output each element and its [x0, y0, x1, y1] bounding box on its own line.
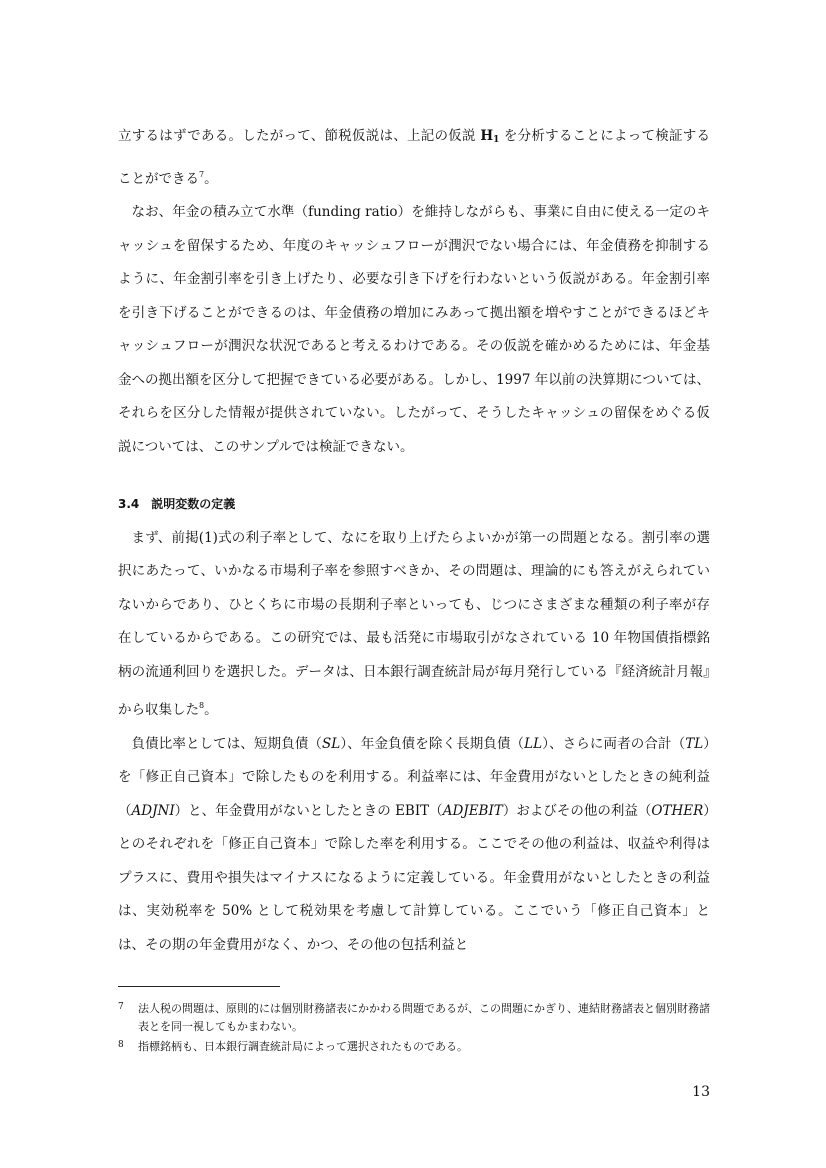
variable-tl: TL	[685, 735, 704, 752]
footnote-text: 法人税の問題は、原則的には個別財務諸表にかかわる問題であるが、この問題にかぎり、連結財務諸表と個別財務諸表とを同一視してもかまわない。	[138, 1002, 710, 1033]
paragraph-text: 立するはずである。したがって、節税仮説は、上記の仮説	[118, 128, 481, 144]
variable-adjni: ADJNI	[131, 802, 175, 819]
variable-adjebit: ADJEBIT	[442, 802, 503, 819]
footnotes	[118, 998, 710, 1056]
footnote-text: 指標銘柄も、日本銀行調査統計局によって選択されたものである。	[138, 1040, 468, 1053]
section-heading: 3.4 説明変数の定義	[118, 497, 236, 511]
footnote-ref-8[interactable]: 8	[199, 701, 205, 710]
footnote-7	[118, 998, 710, 1036]
page-number: 13	[692, 1084, 710, 1100]
footnote-mark: 7	[118, 1002, 124, 1012]
variable-ll: LL	[524, 735, 543, 752]
footnote-8	[118, 1036, 710, 1056]
paragraph-3: まず、前掲(1)式の利子率として、なにを取り上げたらよいかが第一の問題となる。割引率の選択にあたって、いかなる市場利子率を参照すべきか、その問題は、理論的にも答えがえられていないからであり、ひとくちに市場の長期利子率といっても、じつにさまざまな種類の利子率が存在しているからである。この研究では、最も活発に市場取引がなされている 10 年物国債指標銘柄の流通利回りを選択した。データは、日本銀行調査統計局が毎月発行している『経済統計月報』から収集した$^8$。	[118, 529, 710, 718]
variable-other: OTHER	[651, 802, 704, 819]
hypothesis-variable: $H_1$	[480, 128, 500, 145]
paragraph-1: 立するはずである。したがって、節税仮説は、上記の仮説 $H_1$ を分析することによって検証することができる$^7$。	[118, 128, 710, 187]
footnote-ref-7[interactable]: 7	[199, 169, 205, 179]
footnote-separator	[118, 986, 280, 987]
body-text	[118, 120, 710, 962]
footnote-mark: 8	[118, 1040, 124, 1050]
variable-sl: SL	[322, 735, 341, 752]
paragraph-text: を分析することによって検証することができる	[118, 128, 710, 187]
paragraph-2: なお、年金の積み立て水準（funding ratio）を維持しながらも、事業に自由に使える一定のキャッシュを留保するため、年度のキャッシュフローが潤沢でない場合には、年金債務を抑制するように、年金割引率を引き上げたり、必要な引き下げを行わないという仮説がある。年金割引率を引き下げることができるのは、年金債務の増加にみあって拠出額を増やすことができるほどキャッシュフローが潤沢な状況であると考えるわけである。その仮説を確かめるためには、年金基金への拠出額を区分して把握できている必要がある。しかし、1997 年以前の決算期については、それらを区分した情報が提供されていない。したがって、そうしたキャッシュの留保をめぐる仮説については、このサンプルでは検証できない。	[118, 204, 710, 455]
paragraph-4: 負債比率としては、短期負債（SL）、年金負債を除く長期負債（LL）、さらに両者の合計（TL）を「修正自己資本」で除したものを利用する。利益率には、年金費用がないとしたときの純利益（ADJNI）と、年金費用がないとしたときの EBIT（ADJEBIT）およびその他の利益（OTHER）とのそれぞれを「修正自己資本」で除した率を利用する。ここでその他の利益は、収益や利得はプラスに、費用や損失はマイナスになるように定義している。年金費用がないとしたときの利益は、実効税率を 50% として税効果を考慮して計算している。ここでいう「修正自己資本」とは、その期の年金費用がなく、かつ、その他の包括利益と	[118, 735, 711, 953]
